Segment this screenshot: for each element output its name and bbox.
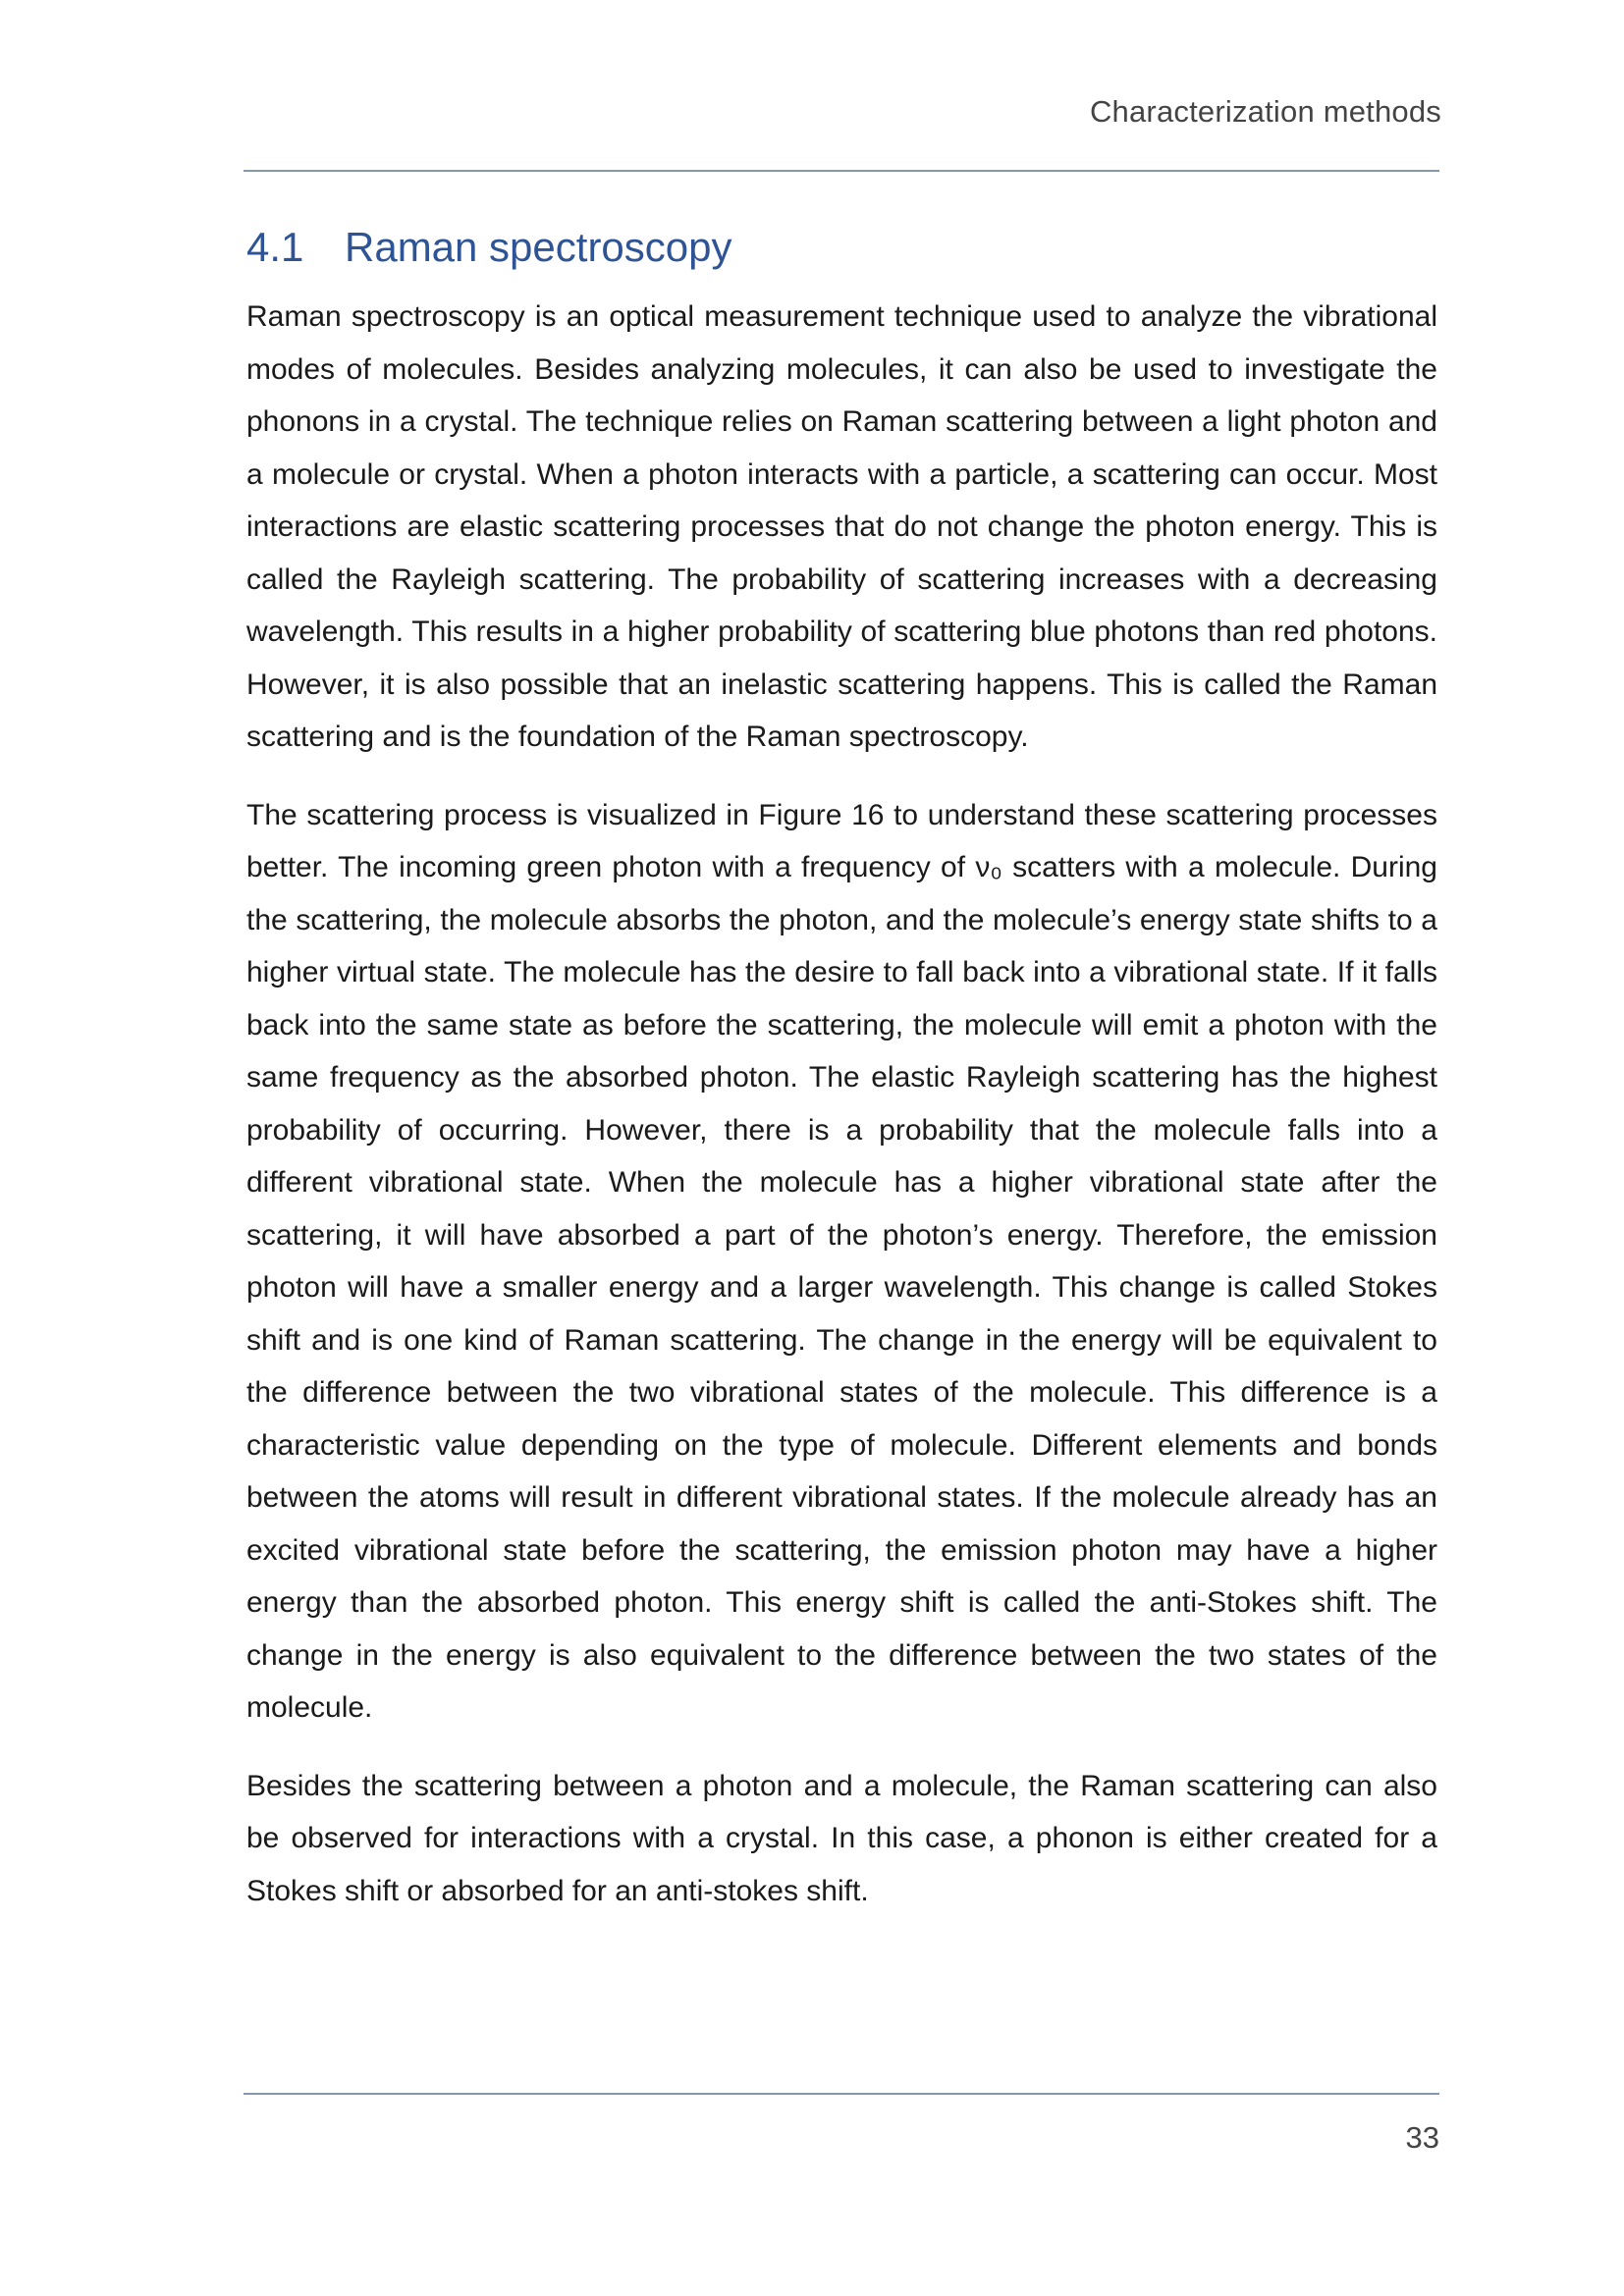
running-header: Characterization methods bbox=[1089, 94, 1441, 129]
paragraph-1: Raman spectroscopy is an optical measurement technique used to analyze the vibrational modes of molecules. Besides analyzing molecules, it can also be used to investigate the phonons in a crystal. The technique relies on Raman scattering between a light photon and a molecule or crystal. When a photon interacts with a particle, a scattering can occur. Most interactions are elastic scattering processes that do not change the photon energy. This is called the Rayleigh scattering. The probability of scattering increases with a decreasing wavelength. This results in a higher probability of scattering blue photons than red photons. However, it is also possible that an inelastic scattering happens. This is called the Raman scattering and is the foundation of the Raman spectroscopy. bbox=[246, 300, 1437, 753]
body-text bbox=[246, 291, 1437, 1943]
header-divider bbox=[244, 170, 1439, 172]
page-number: 33 bbox=[1405, 2120, 1439, 2155]
section-title: Raman spectroscopy bbox=[345, 224, 732, 270]
paragraph-3: Besides the scattering between a photon and a molecule, the Raman scattering can also be observed for interactions with a crystal. In this case, a phonon is either created for a Stokes shift or absorbed for an anti-stokes shift. bbox=[246, 1769, 1437, 1907]
paragraph-2: The scattering process is visualized in Figure 16 to understand these scattering processes better. The incoming green photon with a frequency of ν₀ scatters with a molecule. During the scattering, the molecule absorbs the photon, and the molecule’s energy state shifts to a higher virtual state. The molecule has the desire to fall back into a vibrational state. If it falls back into the same state as before the scattering, the molecule will emit a photon with the same frequency as the absorbed photon. The elastic Rayleigh scattering has the highest probability of occurring. However, there is a probability that the molecule falls into a different vibrational state. When the molecule has a higher vibrational state after the scattering, it will have absorbed a part of the photon’s energy. Therefore, the emission photon will have a smaller energy and a larger wavelength. This change is called Stokes shift and is one kind of Raman scattering. The change in the energy will be equivalent to the difference between the two vibrational states of the molecule. This difference is a characteristic value depending on the type of molecule. Different elements and bonds between the atoms will result in different vibrational states. If the molecule already has an excited vibrational state before the scattering, the emission photon may have a higher energy than the absorbed photon. This energy shift is called the anti-Stokes shift. The change in the energy is also equivalent to the difference between the two states of the molecule. bbox=[246, 798, 1437, 1724]
section-heading bbox=[246, 224, 732, 271]
footer-divider bbox=[244, 2093, 1439, 2095]
section-number: 4.1 bbox=[246, 224, 304, 270]
